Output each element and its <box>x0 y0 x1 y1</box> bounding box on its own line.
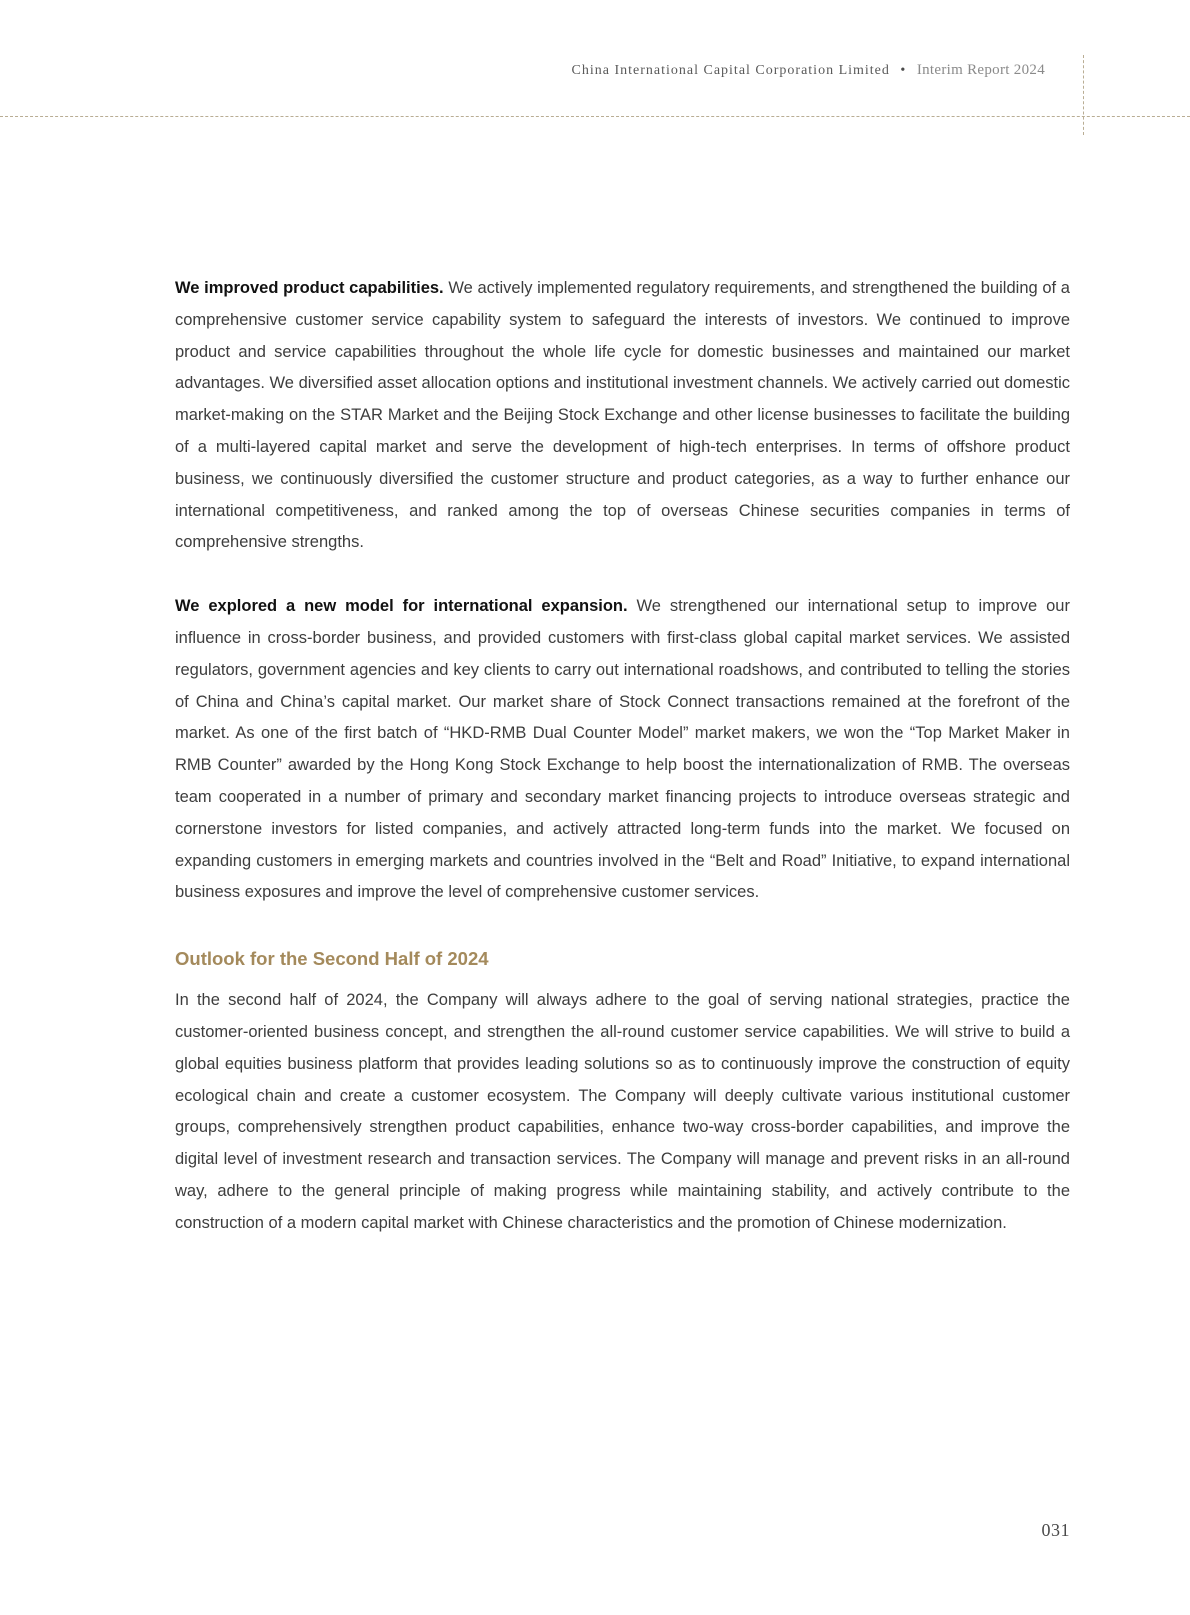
header-bullet: • <box>900 63 907 78</box>
paragraph-body: We actively implemented regulatory requirements, and strengthened the building of a comprehensive customer service capability system to safeguard the interests of investors. We continued to improve product and service capabilities throughout the whole life cycle for domestic businesses and maintained our market advantages. We diversified asset allocation options and institutional investment channels. We actively carried out domestic market-making on the STAR Market and the Beijing Stock Exchange and other license businesses to facilitate the building of a multi-layered capital market and serve the development of high-tech enterprises. In terms of offshore product business, we continuously diversified the customer structure and product categories, as a way to further enhance our international competitiveness, and ranked among the top of overseas Chinese securities companies in terms of comprehensive strengths. <box>175 279 1070 552</box>
main-content <box>175 273 1070 1240</box>
page-number: 031 <box>1041 1520 1070 1540</box>
header-report-title: Interim Report 2024 <box>916 62 1045 78</box>
paragraph-international-expansion <box>175 591 1070 909</box>
page-header <box>572 62 1045 79</box>
paragraph-lead: We explored a new model for international expansion. <box>175 597 628 616</box>
header-company: China International Capital Corporation Limited <box>571 63 890 78</box>
outlook-paragraph: In the second half of 2024, the Company will always adhere to the goal of serving national strategies, practice the customer-oriented business concept, and strengthen the all-round customer service capabilities. We will strive to build a global equities business platform that provides leading solutions so as to continuously improve the construction of equity ecological chain and create a customer ecosystem. The Company will deeply cultivate various institutional customer groups, comprehensively strengthen product capabilities, enhance two-way cross-border capabilities, and improve the digital level of investment research and transaction services. The Company will manage and prevent risks in an all-round way, adhere to the general principle of making progress while maintaining stability, and actively contribute to the construction of a modern capital market with Chinese characteristics and the promotion of Chinese modernization. <box>175 991 1070 1232</box>
paragraph-lead: We improved product capabilities. <box>175 279 444 297</box>
header-dashed-rule <box>0 116 1190 117</box>
outlook-heading: Outlook for the Second Half of 2024 <box>175 948 489 970</box>
paragraph-body: We strengthened our international setup to improve our influence in cross-border business, and provided customers with first-class global capital market services. We assisted regulators, government agencies and key clients to carry out international roadshows, and contributed to telling the stories of China and China’s capital market. Our market share of Stock Connect transactions remained at the forefront of the market. As one of the first batch of “HKD-RMB Dual Counter Model” market makers, we won the “Top Market Maker in RMB Counter” awarded by the Hong Kong Stock Exchange to help boost the internationalization of RMB. The overseas team cooperated in a number of primary and secondary market financing projects to introduce overseas strategic and cornerstone investors for listed companies, and actively attracted long-term funds into the market. We focused on expanding customers in emerging markets and countries involved in the “Belt and Road” Initiative, to expand international business exposures and improve the level of comprehensive customer services. <box>175 597 1070 902</box>
header-vertical-divider <box>1083 55 1084 135</box>
paragraph-product-capabilities <box>175 273 1070 559</box>
